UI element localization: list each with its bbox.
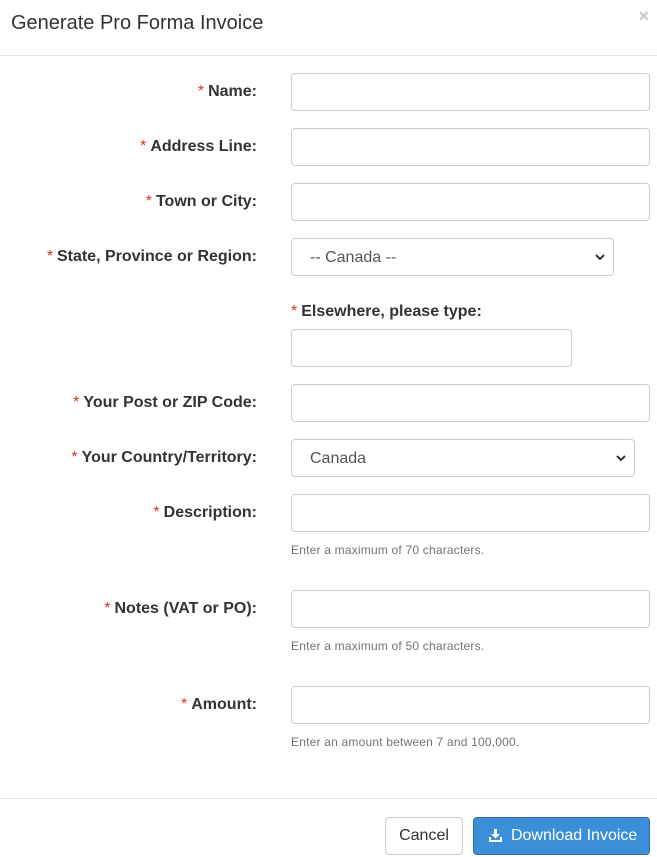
elsewhere-input[interactable]: [291, 329, 572, 367]
state-select-value: -- Canada --: [310, 249, 397, 266]
country-select-value: Canada: [310, 450, 367, 467]
chevron-down-icon: [595, 251, 605, 263]
required-asterisk: *: [181, 696, 188, 713]
elsewhere-label: * Elsewhere, please type:: [291, 303, 482, 320]
close-icon[interactable]: ×: [638, 6, 649, 26]
description-input[interactable]: [291, 494, 650, 532]
download-icon: [488, 828, 503, 843]
town-label: * Town or City:: [145, 193, 257, 210]
address-label: * Address Line:: [140, 138, 257, 155]
name-label: * Name:: [197, 83, 257, 100]
amount-help: Enter an amount between 7 and 100,000.: [291, 735, 520, 749]
required-asterisk: *: [71, 449, 78, 466]
required-asterisk: *: [104, 600, 111, 617]
town-input[interactable]: [291, 183, 650, 221]
required-asterisk: *: [291, 303, 298, 320]
country-label: * Your Country/Territory:: [71, 449, 257, 466]
description-label: * Description:: [153, 504, 257, 521]
download-invoice-label: Download Invoice: [511, 827, 638, 844]
state-label: * State, Province or Region:: [46, 248, 257, 265]
required-asterisk: *: [73, 394, 80, 411]
modal-title: Generate Pro Forma Invoice: [11, 12, 264, 34]
chevron-down-icon: [616, 452, 626, 464]
required-asterisk: *: [145, 193, 152, 210]
state-select[interactable]: [291, 238, 614, 276]
postcode-input[interactable]: [291, 384, 650, 422]
notes-label: * Notes (VAT or PO):: [104, 600, 257, 617]
name-input[interactable]: [291, 73, 650, 111]
cancel-button[interactable]: Cancel: [385, 817, 463, 855]
download-invoice-button[interactable]: [473, 817, 650, 855]
address-input[interactable]: [291, 128, 650, 166]
amount-label: * Amount:: [181, 696, 257, 713]
required-asterisk: *: [197, 83, 205, 100]
required-asterisk: *: [140, 138, 147, 155]
notes-input[interactable]: [291, 590, 650, 628]
notes-help: Enter a maximum of 50 characters.: [291, 639, 485, 653]
country-select[interactable]: [291, 439, 635, 477]
required-asterisk: *: [153, 504, 160, 521]
modal-header: [0, 0, 657, 56]
required-asterisk: *: [46, 248, 53, 265]
amount-input[interactable]: [291, 686, 650, 724]
description-help: Enter a maximum of 70 characters.: [291, 543, 485, 557]
postcode-label: * Your Post or ZIP Code:: [73, 394, 257, 411]
modal-footer: [0, 798, 657, 857]
